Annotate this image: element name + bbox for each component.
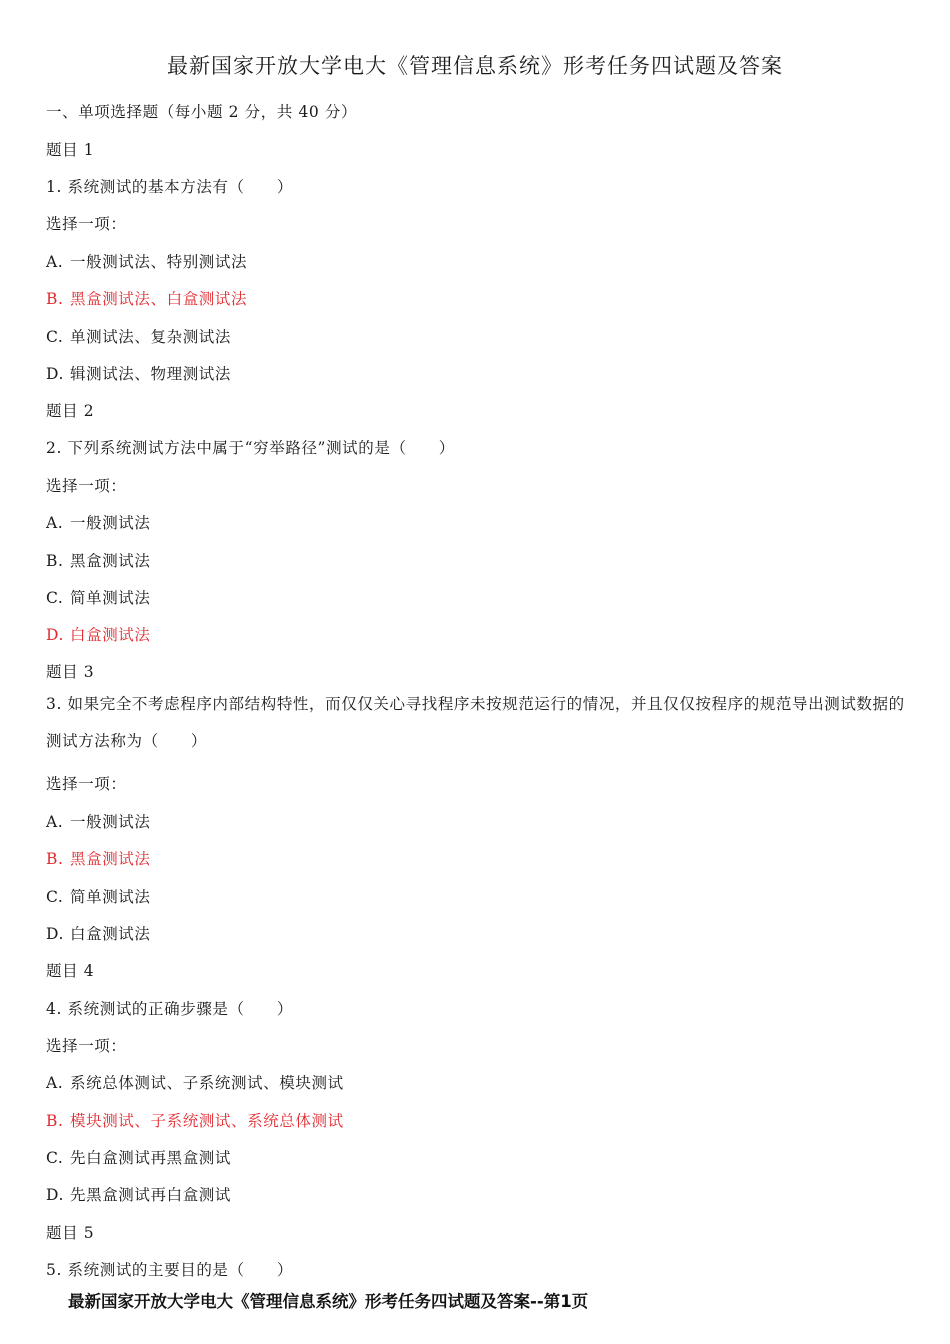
option-text: 简单测试法: [70, 888, 151, 906]
option-letter: D.: [46, 925, 65, 943]
option-text: 辑测试法、物理测试法: [70, 365, 232, 383]
option-text: 一般测试法: [70, 813, 151, 831]
question-text: 3. 如果完全不考虑程序内部结构特性，而仅仅关心寻找程序未按规范运行的情况，并且仅仅按程序的规范导出测试数据的测试方法称为（ ）: [46, 695, 905, 750]
question-text: 4. 系统测试的正确步骤是（ ）: [46, 1000, 293, 1018]
question-text: 2. 下列系统测试方法中属于“穷举路径”测试的是（ ）: [46, 439, 455, 457]
question-text: 5. 系统测试的主要目的是（ ）: [46, 1261, 293, 1279]
option-text: 白盒测试法: [70, 925, 151, 943]
choose-one-label: 选择一项：: [46, 477, 127, 495]
page-title: 最新国家开放大学电大《管理信息系统》形考任务四试题及答案: [167, 54, 783, 78]
option-text: 黑盒测试法、白盒测试法: [70, 290, 248, 308]
option-letter: B.: [46, 1112, 64, 1130]
option-item: [46, 847, 151, 869]
option-item: [46, 511, 151, 533]
option-letter: D.: [46, 1186, 65, 1204]
option-letter: A.: [46, 813, 64, 831]
question-heading: 题目 2: [46, 402, 95, 420]
option-text: 先白盒测试再黑盒测试: [70, 1149, 232, 1167]
option-letter: B.: [46, 290, 64, 308]
option-letter: B.: [46, 850, 64, 868]
choose-one-label: 选择一项：: [46, 1037, 127, 1055]
option-item: [46, 1183, 231, 1205]
option-text: 单测试法、复杂测试法: [70, 328, 232, 346]
question-heading: 题目 4: [46, 962, 95, 980]
option-letter: A.: [46, 1074, 64, 1092]
option-item: [46, 362, 231, 384]
option-item: [46, 586, 151, 608]
choose-one-label: 选择一项：: [46, 215, 127, 233]
section-heading: 一、单项选择题（每小题 2 分，共 40 分）: [46, 103, 358, 121]
question-text: 1. 系统测试的基本方法有（ ）: [46, 178, 293, 196]
option-item: [46, 325, 231, 347]
option-item: [46, 1109, 344, 1131]
option-letter: A.: [46, 253, 64, 271]
option-item: [46, 922, 151, 944]
option-letter: A.: [46, 514, 64, 532]
option-text: 模块测试、子系统测试、系统总体测试: [70, 1112, 344, 1130]
option-text: 先黑盒测试再白盒测试: [70, 1186, 232, 1204]
option-text: 白盒测试法: [70, 626, 151, 644]
option-text: 简单测试法: [70, 589, 151, 607]
option-text: 系统总体测试、子系统测试、模块测试: [70, 1074, 344, 1092]
option-letter: C.: [46, 1149, 64, 1167]
page-footer: 最新国家开放大学电大《管理信息系统》形考任务四试题及答案--第1页: [68, 1292, 589, 1311]
option-letter: C.: [46, 888, 64, 906]
option-item: [46, 250, 247, 272]
option-letter: C.: [46, 328, 64, 346]
option-item: [46, 1071, 344, 1093]
option-text: 黑盒测试法: [70, 850, 151, 868]
question-heading: 题目 3: [46, 663, 95, 681]
option-letter: C.: [46, 589, 64, 607]
choose-one-label: 选择一项：: [46, 775, 127, 793]
option-item: [46, 885, 151, 907]
option-text: 黑盒测试法: [70, 552, 151, 570]
option-item: [46, 1146, 231, 1168]
option-letter: D.: [46, 626, 65, 644]
option-item: [46, 623, 151, 645]
option-item: [46, 549, 151, 571]
option-item: [46, 810, 151, 832]
option-letter: B.: [46, 552, 64, 570]
option-text: 一般测试法、特别测试法: [70, 253, 248, 271]
option-letter: D.: [46, 365, 65, 383]
option-item: [46, 287, 247, 309]
question-heading: 题目 1: [46, 141, 95, 159]
option-text: 一般测试法: [70, 514, 151, 532]
question-heading: 题目 5: [46, 1224, 95, 1242]
